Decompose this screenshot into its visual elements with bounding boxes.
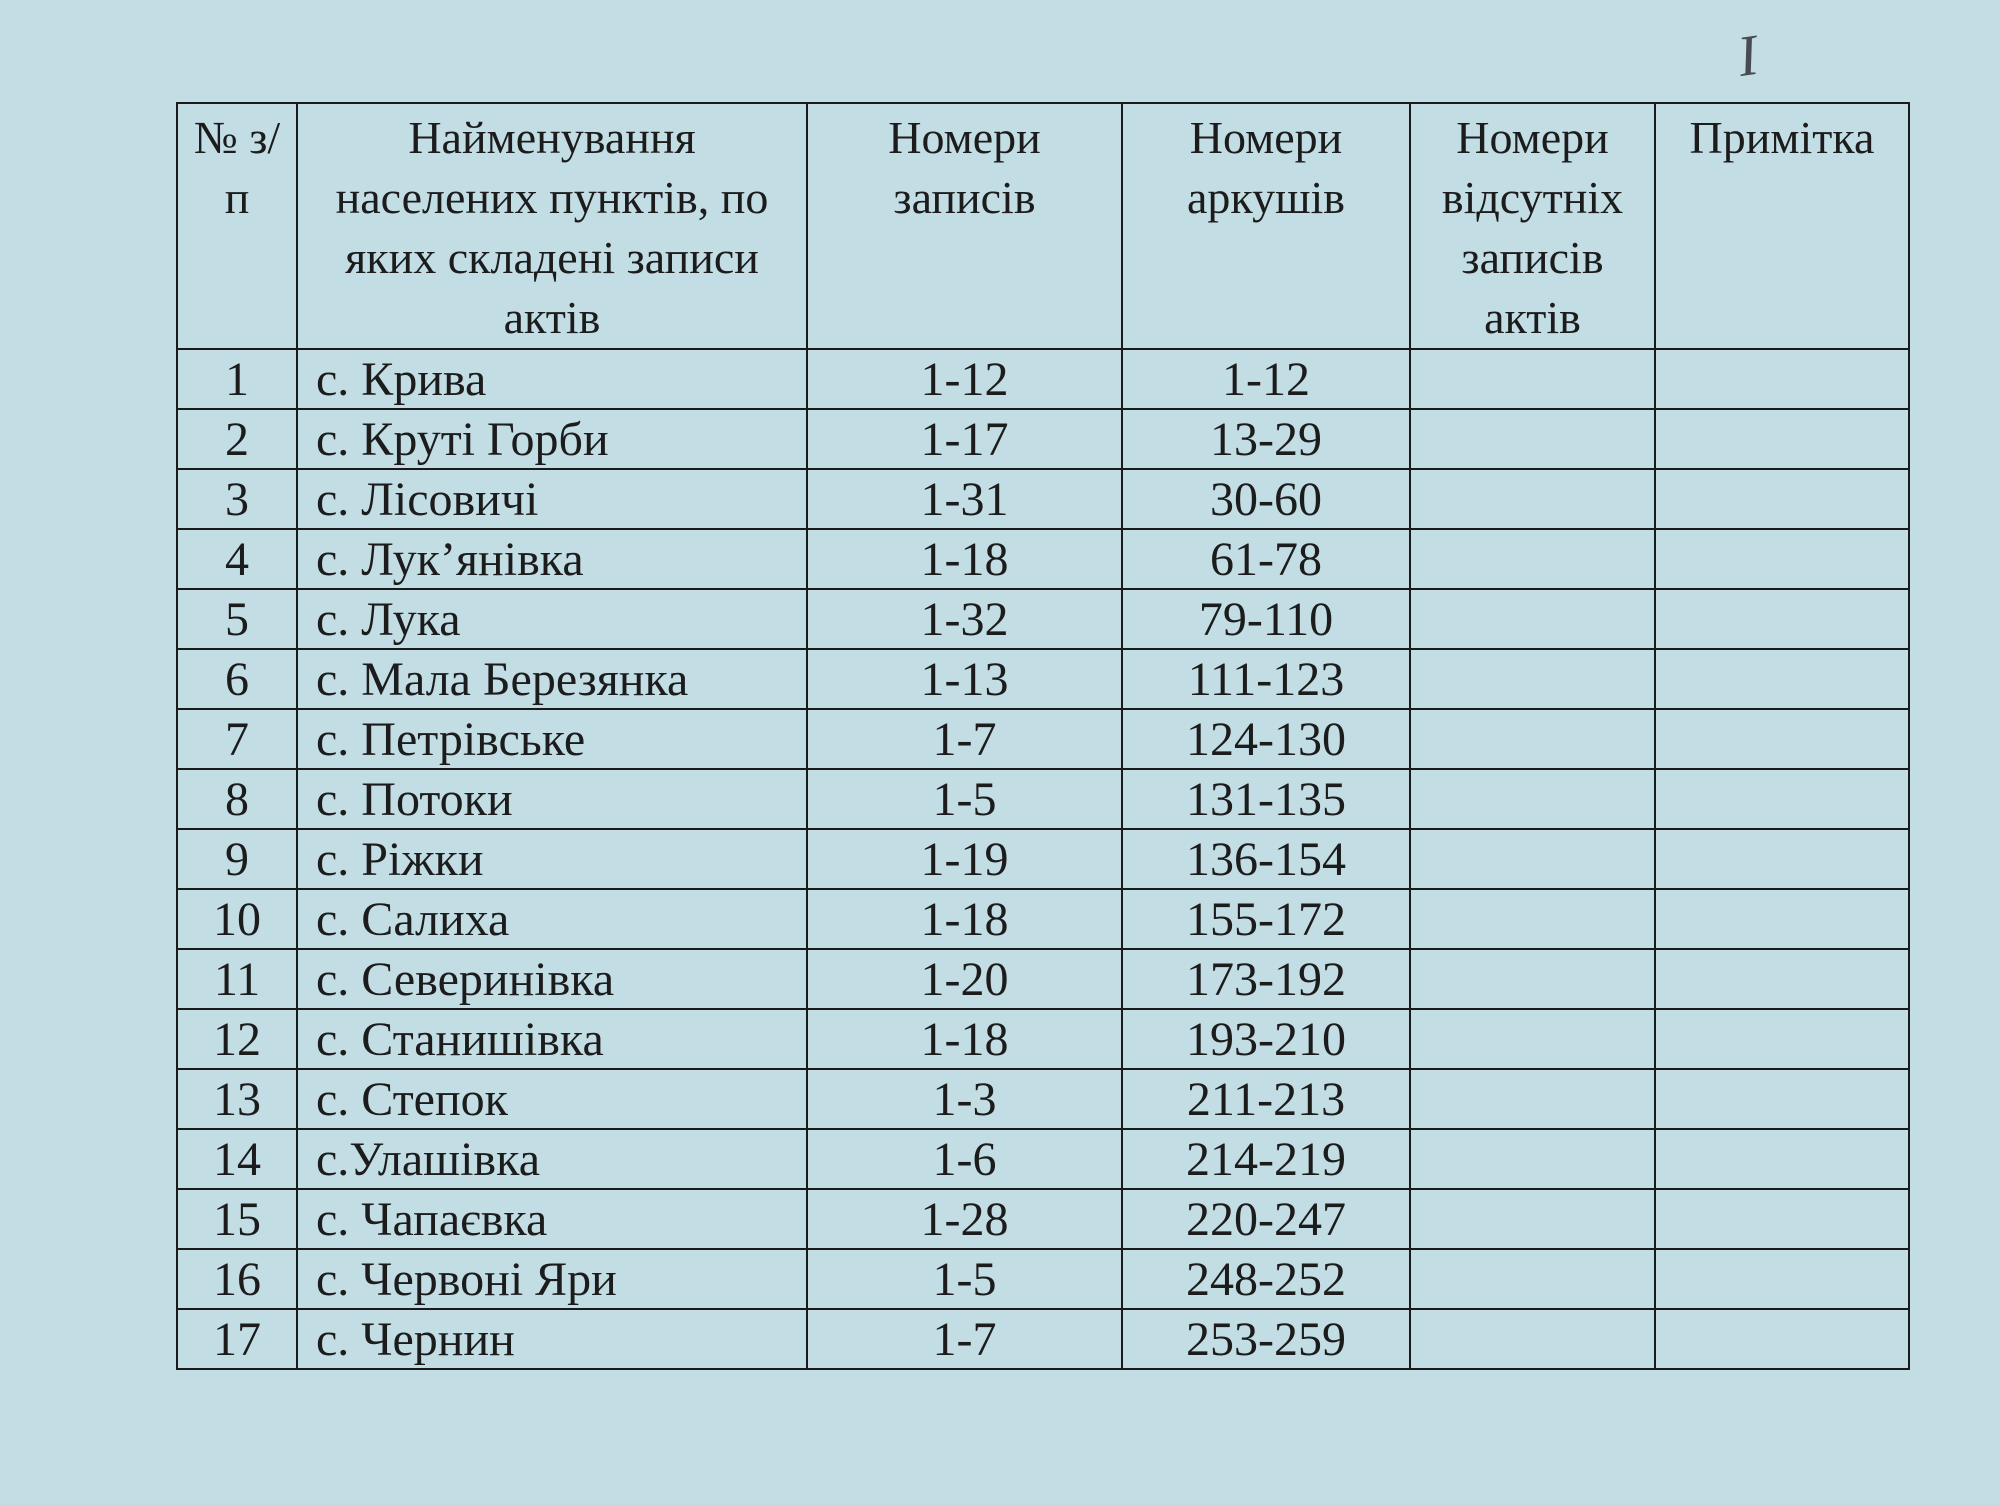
settlement-name-cell: с. Петрівське xyxy=(297,709,807,769)
note-cell xyxy=(1655,529,1909,589)
missing-records-cell xyxy=(1410,409,1655,469)
record-numbers-cell: 1-18 xyxy=(807,529,1122,589)
row-number-cell: 3 xyxy=(177,469,297,529)
note-cell xyxy=(1655,889,1909,949)
sheet-numbers-cell: 155-172 xyxy=(1122,889,1410,949)
note-cell xyxy=(1655,1069,1909,1129)
sheet-numbers-cell: 124-130 xyxy=(1122,709,1410,769)
row-number-cell: 17 xyxy=(177,1309,297,1369)
missing-records-cell xyxy=(1410,349,1655,409)
note-cell xyxy=(1655,1249,1909,1309)
record-numbers-cell: 1-7 xyxy=(807,1309,1122,1369)
table-row xyxy=(177,649,1909,709)
row-number-cell: 1 xyxy=(177,349,297,409)
note-cell xyxy=(1655,409,1909,469)
sheet-numbers-cell: 253-259 xyxy=(1122,1309,1410,1369)
row-number-cell: 14 xyxy=(177,1129,297,1189)
record-numbers-cell: 1-31 xyxy=(807,469,1122,529)
table-row xyxy=(177,949,1909,1009)
row-number-cell: 9 xyxy=(177,829,297,889)
note-cell xyxy=(1655,469,1909,529)
row-number-cell: 6 xyxy=(177,649,297,709)
settlement-name-cell: с. Потоки xyxy=(297,769,807,829)
records-register-table xyxy=(176,102,1910,1370)
header-records: Номери записів xyxy=(807,103,1122,349)
page-number-mark: I xyxy=(1733,21,1762,90)
missing-records-cell xyxy=(1410,1009,1655,1069)
row-number-cell: 15 xyxy=(177,1189,297,1249)
settlement-name-cell: с. Ріжки xyxy=(297,829,807,889)
header-num: № з/п xyxy=(177,103,297,349)
sheet-numbers-cell: 13-29 xyxy=(1122,409,1410,469)
row-number-cell: 4 xyxy=(177,529,297,589)
sheet-numbers-cell: 136-154 xyxy=(1122,829,1410,889)
row-number-cell: 11 xyxy=(177,949,297,1009)
settlement-name-cell: с. Круті Горби xyxy=(297,409,807,469)
settlement-name-cell: с. Чернин xyxy=(297,1309,807,1369)
missing-records-cell xyxy=(1410,1309,1655,1369)
settlement-name-cell: с. Чапаєвка xyxy=(297,1189,807,1249)
table-row xyxy=(177,349,1909,409)
sheet-numbers-cell: 1-12 xyxy=(1122,349,1410,409)
record-numbers-cell: 1-17 xyxy=(807,409,1122,469)
missing-records-cell xyxy=(1410,949,1655,1009)
table-row xyxy=(177,1189,1909,1249)
missing-records-cell xyxy=(1410,769,1655,829)
table-row xyxy=(177,1309,1909,1369)
settlement-name-cell: с. Лісовичі xyxy=(297,469,807,529)
record-numbers-cell: 1-12 xyxy=(807,349,1122,409)
sheet-numbers-cell: 248-252 xyxy=(1122,1249,1410,1309)
missing-records-cell xyxy=(1410,1189,1655,1249)
record-numbers-cell: 1-5 xyxy=(807,769,1122,829)
settlement-name-cell: с. Лука xyxy=(297,589,807,649)
note-cell xyxy=(1655,1189,1909,1249)
settlement-name-cell: с.Улашівка xyxy=(297,1129,807,1189)
header-note: Примітка xyxy=(1655,103,1909,349)
missing-records-cell xyxy=(1410,829,1655,889)
sheet-numbers-cell: 131-135 xyxy=(1122,769,1410,829)
record-numbers-cell: 1-6 xyxy=(807,1129,1122,1189)
record-numbers-cell: 1-3 xyxy=(807,1069,1122,1129)
note-cell xyxy=(1655,829,1909,889)
row-number-cell: 7 xyxy=(177,709,297,769)
sheet-numbers-cell: 61-78 xyxy=(1122,529,1410,589)
settlement-name-cell: с. Северинівка xyxy=(297,949,807,1009)
table-row xyxy=(177,1129,1909,1189)
settlement-name-cell: с. Степок xyxy=(297,1069,807,1129)
table-row xyxy=(177,589,1909,649)
header-missing: Номери відсутніх записів актів xyxy=(1410,103,1655,349)
record-numbers-cell: 1-28 xyxy=(807,1189,1122,1249)
table-row xyxy=(177,769,1909,829)
missing-records-cell xyxy=(1410,529,1655,589)
row-number-cell: 10 xyxy=(177,889,297,949)
table-row xyxy=(177,469,1909,529)
record-numbers-cell: 1-18 xyxy=(807,1009,1122,1069)
table-row xyxy=(177,1009,1909,1069)
settlement-name-cell: с. Салиха xyxy=(297,889,807,949)
missing-records-cell xyxy=(1410,1069,1655,1129)
table-row xyxy=(177,889,1909,949)
table-row xyxy=(177,829,1909,889)
missing-records-cell xyxy=(1410,469,1655,529)
row-number-cell: 13 xyxy=(177,1069,297,1129)
missing-records-cell xyxy=(1410,709,1655,769)
header-name: Найменування населених пунктів, по яких складені записи актів xyxy=(297,103,807,349)
table-row xyxy=(177,1069,1909,1129)
row-number-cell: 12 xyxy=(177,1009,297,1069)
sheet-numbers-cell: 173-192 xyxy=(1122,949,1410,1009)
missing-records-cell xyxy=(1410,1129,1655,1189)
sheet-numbers-cell: 220-247 xyxy=(1122,1189,1410,1249)
header-sheets: Номери аркушів xyxy=(1122,103,1410,349)
table-row xyxy=(177,409,1909,469)
sheet-numbers-cell: 111-123 xyxy=(1122,649,1410,709)
note-cell xyxy=(1655,1129,1909,1189)
note-cell xyxy=(1655,349,1909,409)
record-numbers-cell: 1-18 xyxy=(807,889,1122,949)
note-cell xyxy=(1655,1009,1909,1069)
sheet-numbers-cell: 214-219 xyxy=(1122,1129,1410,1189)
settlement-name-cell: с. Станишівка xyxy=(297,1009,807,1069)
note-cell xyxy=(1655,1309,1909,1369)
note-cell xyxy=(1655,649,1909,709)
row-number-cell: 2 xyxy=(177,409,297,469)
note-cell xyxy=(1655,709,1909,769)
record-numbers-cell: 1-5 xyxy=(807,1249,1122,1309)
sheet-numbers-cell: 79-110 xyxy=(1122,589,1410,649)
missing-records-cell xyxy=(1410,1249,1655,1309)
missing-records-cell xyxy=(1410,889,1655,949)
settlement-name-cell: с. Лук’янівка xyxy=(297,529,807,589)
record-numbers-cell: 1-19 xyxy=(807,829,1122,889)
row-number-cell: 16 xyxy=(177,1249,297,1309)
settlement-name-cell: с. Мала Березянка xyxy=(297,649,807,709)
row-number-cell: 8 xyxy=(177,769,297,829)
settlement-name-cell: с. Червоні Яри xyxy=(297,1249,807,1309)
settlement-name-cell: с. Крива xyxy=(297,349,807,409)
missing-records-cell xyxy=(1410,589,1655,649)
sheet-numbers-cell: 30-60 xyxy=(1122,469,1410,529)
table-row xyxy=(177,1249,1909,1309)
table-row xyxy=(177,709,1909,769)
table-header-row xyxy=(177,103,1909,349)
record-numbers-cell: 1-7 xyxy=(807,709,1122,769)
record-numbers-cell: 1-32 xyxy=(807,589,1122,649)
note-cell xyxy=(1655,949,1909,1009)
row-number-cell: 5 xyxy=(177,589,297,649)
note-cell xyxy=(1655,769,1909,829)
table-row xyxy=(177,529,1909,589)
record-numbers-cell: 1-13 xyxy=(807,649,1122,709)
sheet-numbers-cell: 211-213 xyxy=(1122,1069,1410,1129)
record-numbers-cell: 1-20 xyxy=(807,949,1122,1009)
note-cell xyxy=(1655,589,1909,649)
missing-records-cell xyxy=(1410,649,1655,709)
sheet-numbers-cell: 193-210 xyxy=(1122,1009,1410,1069)
